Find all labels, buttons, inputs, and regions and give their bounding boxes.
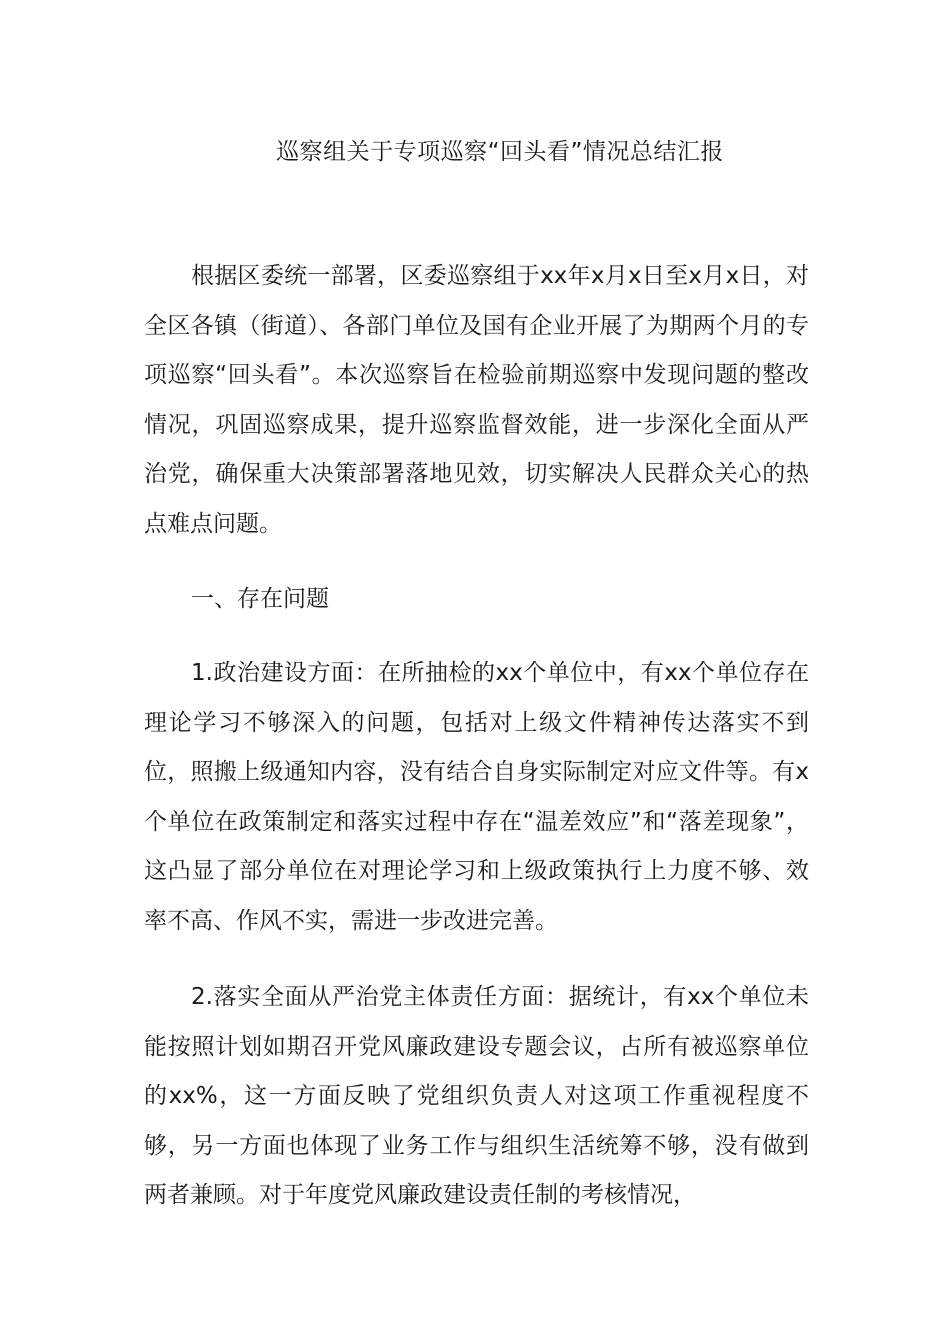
problem-paragraph-political: 1.政治建设方面：在所抽检的xx个单位中，有xx个单位存在理论学习不够深入的问题，包括对上级文件精神传达落实不到位，照搬上级通知内容，没有结合自身实际制定对应文件等。有x个单位在政策制定和落实过程中存在“温差效应”和“落差现象”，这凸显了部分单位在对理论学习和上级政策执行上力度不够、效率不高、作风不实，需进一步改进完善。	[144, 660, 809, 934]
document-title: 巡察组关于专项巡察“回头看”情况总结汇报	[276, 139, 724, 165]
problem-paragraph-responsibility: 2.落实全面从严治党主体责任方面：据统计，有xx个单位未能按照计划如期召开党风廉政建设专题会议，占所有被巡察单位的xx%，这一方面反映了党组织负责人对这项工作重视程度不够，另一方面也体现了业务工作与组织生活统筹不够，没有做到两者兼顾。对于年度党风廉政建设责任制的考核情况，	[144, 984, 809, 1208]
section-heading-problems: 一、存在问题	[191, 586, 329, 612]
intro-paragraph: 根据区委统一部署，区委巡察组于xx年x月x日至x月x日，对全区各镇（街道）、各部门单位及国有企业开展了为期两个月的专项巡察“回头看”。本次巡察旨在检验前期巡察中发现问题的整改情况，巩固巡察成果，提升巡察监督效能，进一步深化全面从严治党，确保重大决策部署落地见效，切实解决人民群众关心的热点难点问题。	[144, 263, 809, 537]
